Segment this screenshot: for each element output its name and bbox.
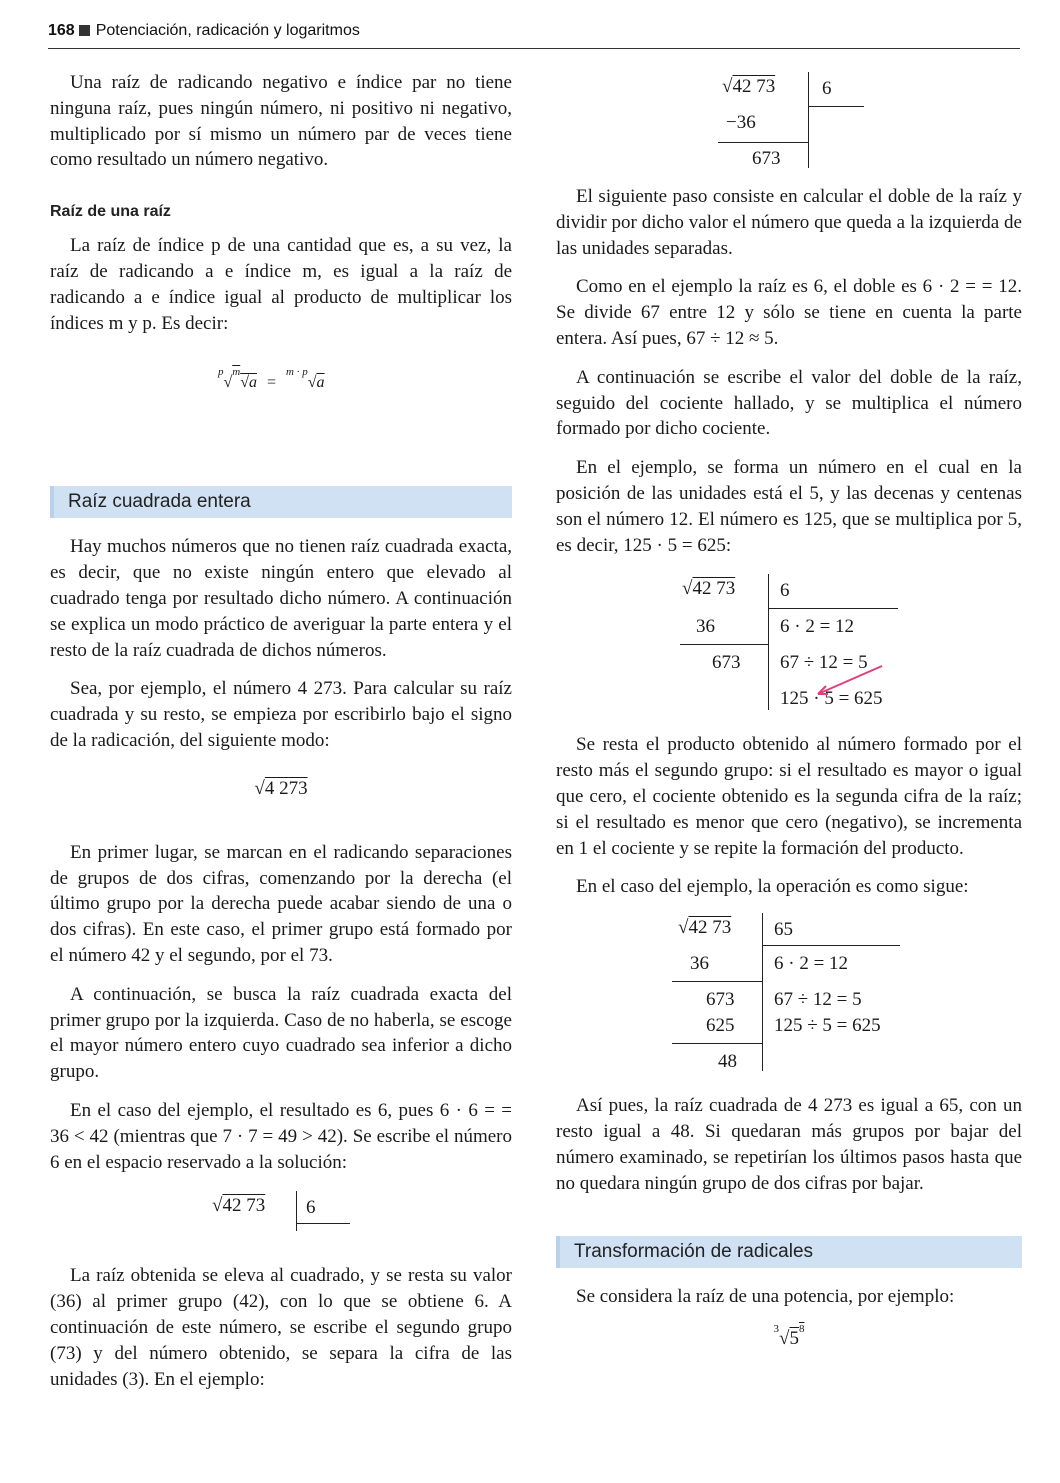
paragraph: Se resta el producto obtenido al número formado por el resto más el segundo grupo: si el resultado es mayor o igual que cero, el cociente obtenido es la segunda cifra de la raíz; si el resultado es menor que cero (negativo), se incrementa en 1 el cociente y se repite la formación del producto. [556,734,1022,859]
product-step: 125 · 5 = 625 [780,688,883,710]
paragraph: Así pues, la raíz cuadrada de 4 273 es igual a 65, con un resto igual a 48. Si quedaran más grupos por bajar del número examinado, se repetirían los últimos pasos hasta que no quedara ningún grupo de dos cifras por bajar. [556,1095,1022,1194]
remainder: 673 [712,652,741,674]
product-step: 125 ÷ 5 = 625 [774,1015,881,1037]
header-rule [48,48,1020,49]
subtraction: 36 [690,953,709,975]
paragraph: Como en el ejemplo la raíz es 6, el doble es 6 · 2 = = 12. Se divide 67 entre 12 y sólo se tiene en cuenta la parte entera. Así pues, 67 ÷ 12 ≈ 5. [556,276,1022,349]
power-root-formula: $^3√5^8$ [773,1323,805,1350]
running-head [48,22,1020,40]
square-bullet-icon [79,25,90,36]
left-column [50,70,512,1405]
paragraph: A continuación, se busca la raíz cuadrada exacta del primer grupo por la izquierda. Caso de no haberla, se escoge el mayor número entero cuyo cuadrado sea inferior a dicho grupo. [50,983,512,1083]
paragraph: En primer lugar, se marcan en el radicando separaciones de grupos de dos cifras, comenzando por la derecha (el último grupo por la derecha puede acabar siendo de una o dos cifras). En este caso, el primer grupo está formado por el número 42 y el segundo, por el 73. [50,841,512,966]
paragraph: La raíz de índice p de una cantidad que es, a su vez, la raíz de radicando a e índice m, es igual a la raíz de radicando a e índice igual al producto de multiplicar los índices m y p. Es decir: [50,235,512,334]
paragraph: Una raíz de radicando negativo e índice par no tiene ninguna raíz, pues ningún número, ni positivo ni negativo, multiplicado por sí mismo un número par de veces tiene como resultado un número negativo. [50,72,512,171]
section-heading-transformacion-radicales: Transformación de radicales [556,1236,1022,1268]
paragraph: Hay muchos números que no tienen raíz cuadrada exacta, es decir, que no existe ningún entero que elevado al cuadrado tenga por resultado dicho número. A continuación se explica un modo práctico de averiguar la parte entera y el resto de la raíz cuadrada de dichos números. [50,536,512,661]
radicand: a [249,374,258,392]
paragraph: El siguiente paso consiste en calcular el doble de la raíz y dividir por dicho valor el número que queda a la izquierda de las unidades separadas. [556,186,1022,259]
root-scheme-final: √ 42 73 65 36 6 · 2 = 12 673 67 ÷ 12 = 5 625 125 ÷ 5 = 625 48 [556,913,1022,1079]
inner-index: m [232,366,241,379]
paragraph: Sea, por ejemplo, el número 4 273. Para calcular su raíz cuadrada y su resto, se empieza por escribirlo bajo el signo de la radicación, del siguiente modo: [50,678,512,751]
paragraph: En el caso del ejemplo, el resultado es 6, pues 6 · 6 = = 36 < 42 (mientras que 7 · 7 = 49 > 42). Se escribe el número 6 en el espacio reservado a la solución: [50,1099,512,1173]
section-heading-raiz-cuadrada-entera: Raíz cuadrada entera [50,486,512,518]
paragraph: A continuación se escribe el valor del doble de la raíz, seguido del cociente hallado, y se multiplica el número formado por dicho cociente. [556,366,1022,440]
double-step: 6 · 2 = 12 [774,953,849,975]
remainder: 673 [752,148,781,169]
root-scheme-step2: √ 42 73 6 −36 673 [556,70,1022,178]
root-scheme-step1: √ 42 73 6 [50,1189,512,1249]
double-step: 6 · 2 = 12 [780,616,855,638]
partial-result: 6 [306,1197,316,1219]
division-step: 67 ÷ 12 = 5 [780,652,868,674]
division-step: 67 ÷ 12 = 5 [774,989,862,1011]
paragraph: Se considera la raíz de una potencia, por ejemplo: [576,1286,955,1308]
root-scheme-step3: √ 42 73 6 36 6 · 2 = 12 673 67 ÷ 12 = 5 125 · 5 = 625 [556,574,1022,720]
radicand-right: a [316,374,325,392]
final-remainder: 48 [718,1051,737,1073]
subheading-raiz-de-raiz: Raíz de una raíz [50,203,171,221]
product-value: 625 [706,1015,735,1037]
right-column [556,70,1022,1350]
root-example: √4 273 [254,777,308,799]
root-of-root-formula: $^p$√$^m$√a = $^{m \cdot p}$√a [218,366,325,392]
page-number: 168 [48,22,75,39]
remainder: 673 [706,989,735,1011]
subtraction: 36 [696,616,715,638]
outer-index: p [218,366,224,379]
partial-result: 6 [780,580,790,602]
subtraction: −36 [726,112,756,133]
equals-sign: = [267,374,277,392]
chapter-title: Potenciación, radicación y logaritmos [95,22,360,39]
annotation-arrow-icon [810,662,890,702]
radical-sign-icon: √ [223,374,233,392]
paragraph: La raíz obtenida se eleva al cuadrado, y se resta su valor (36) al primer grupo (42), con lo que se obtiene 6. A continuación de este número, se escribe el segundo grupo (73) y del número obtenido, se separa la cifra de las unidades (3). En el ejemplo: [50,1265,512,1390]
product-index: m · p [286,366,308,379]
partial-result: 6 [822,78,832,99]
final-result: 65 [774,919,793,941]
paragraph: En el caso del ejemplo, la operación es como sigue: [576,876,969,898]
paragraph: En el ejemplo, se forma un número en el cual en la posición de las unidades está el 5, y las decenas y centenas son el número 12. El número es 125, que se multiplica por 5, es decir, 125 · 5 = 625: [556,457,1022,556]
